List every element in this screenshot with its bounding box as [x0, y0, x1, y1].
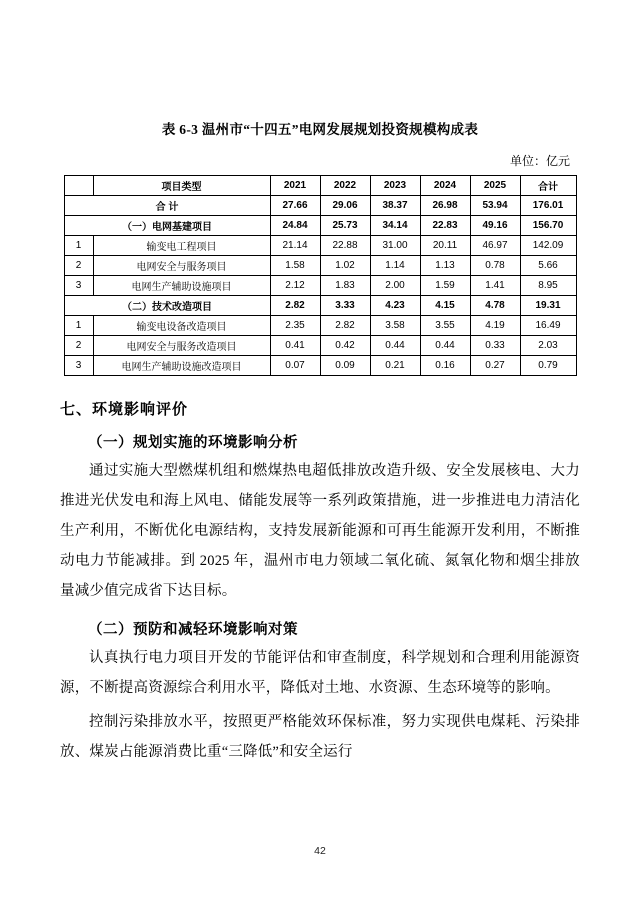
cell-index: 3 [64, 276, 93, 296]
cell-value: 0.42 [320, 336, 370, 356]
table-header-row [64, 176, 576, 196]
cell-value: 2.03 [520, 336, 576, 356]
cell-value: 26.98 [420, 196, 470, 216]
table-row [64, 336, 576, 356]
cell-project-type: 电网生产辅助设施项目 [93, 276, 270, 296]
table-caption: 表 6-3 温州市“十四五”电网发展规划投资规模构成表 [161, 122, 479, 137]
cell-value: 24.84 [270, 216, 320, 236]
cell-value: 2.35 [270, 316, 320, 336]
cell-value: 142.09 [520, 236, 576, 256]
cell-value: 1.41 [470, 276, 520, 296]
page-content [60, 118, 580, 767]
subsection-2-paragraph-2: 控制污染排放水平，按照更严格能效环保标准，努力实现供电煤耗、污染排放、煤炭占能源消费比重“三降低”和安全运行 [60, 714, 580, 760]
subsection-2-title: （二）预防和减轻环境影响对策 [88, 622, 298, 638]
cell-value: 2.12 [270, 276, 320, 296]
header-total: 合计 [520, 176, 576, 196]
cell-value: 176.01 [520, 196, 576, 216]
table-body [64, 196, 576, 376]
table-unit-note: 单位：亿元 [509, 154, 570, 168]
cell-value: 3.58 [370, 316, 420, 336]
cell-value: 0.33 [470, 336, 520, 356]
cell-value: 34.14 [370, 216, 420, 236]
investment-table [64, 175, 577, 376]
cell-value: 0.09 [320, 356, 370, 376]
cell-index: 1 [64, 316, 93, 336]
table-row [64, 356, 576, 376]
header-2023: 2023 [370, 176, 420, 196]
cell-value: 49.16 [470, 216, 520, 236]
cell-index: 2 [64, 256, 93, 276]
cell-value: 0.16 [420, 356, 470, 376]
cell-value: 27.66 [270, 196, 320, 216]
cell-value: 29.06 [320, 196, 370, 216]
cell-value: 38.37 [370, 196, 420, 216]
cell-project-type: 合 计 [64, 196, 270, 216]
cell-project-type: （二）技术改造项目 [64, 296, 270, 316]
cell-value: 2.82 [320, 316, 370, 336]
cell-value: 53.94 [470, 196, 520, 216]
header-2025: 2025 [470, 176, 520, 196]
cell-value: 31.00 [370, 236, 420, 256]
cell-index: 3 [64, 356, 93, 376]
cell-project-type: 电网安全与服务项目 [93, 256, 270, 276]
cell-project-type: 电网安全与服务改造项目 [93, 336, 270, 356]
cell-value: 3.33 [320, 296, 370, 316]
cell-value: 2.00 [370, 276, 420, 296]
cell-value: 1.02 [320, 256, 370, 276]
cell-value: 5.66 [520, 256, 576, 276]
page-number: 42 [314, 845, 326, 857]
cell-value: 4.15 [420, 296, 470, 316]
table-header [64, 176, 576, 196]
table-row [64, 236, 576, 256]
cell-value: 1.83 [320, 276, 370, 296]
cell-value: 0.07 [270, 356, 320, 376]
table-row [64, 216, 576, 236]
cell-value: 4.23 [370, 296, 420, 316]
cell-value: 46.97 [470, 236, 520, 256]
subsection-2-paragraph-1: 认真执行电力项目开发的节能评估和审查制度，科学规划和合理利用能源资源，不断提高资源综合利用水平，降低对土地、水资源、生态环境等的影响。 [60, 650, 580, 696]
table-row [64, 296, 576, 316]
header-2021: 2021 [270, 176, 320, 196]
subsection-1-paragraph: 通过实施大型燃煤机组和燃煤热电超低排放改造升级、安全发展核电、大力推进光伏发电和海上风电、储能发展等一系列政策措施，进一步推进电力清洁化生产利用，不断优化电源结构，支持发展新能源和可再生能源开发利用，不断推动电力节能减排。到 2025 年，温州市电力领域二氧化硫、氮氧化物和烟尘排放量减少值完成省下达目标。 [60, 463, 580, 599]
cell-value: 20.11 [420, 236, 470, 256]
cell-value: 16.49 [520, 316, 576, 336]
cell-value: 156.70 [520, 216, 576, 236]
cell-value: 3.55 [420, 316, 470, 336]
header-2022: 2022 [320, 176, 370, 196]
cell-value: 1.13 [420, 256, 470, 276]
cell-value: 0.27 [470, 356, 520, 376]
cell-project-type: （一）电网基建项目 [64, 216, 270, 236]
cell-value: 8.95 [520, 276, 576, 296]
cell-value: 2.82 [270, 296, 320, 316]
table-row [64, 316, 576, 336]
cell-value: 4.19 [470, 316, 520, 336]
cell-value: 1.14 [370, 256, 420, 276]
cell-project-type: 输变电工程项目 [93, 236, 270, 256]
cell-value: 4.78 [470, 296, 520, 316]
cell-value: 25.73 [320, 216, 370, 236]
section-title: 七、环境影响评价 [60, 402, 189, 418]
cell-project-type: 输变电设备改造项目 [93, 316, 270, 336]
cell-value: 22.83 [420, 216, 470, 236]
cell-value: 21.14 [270, 236, 320, 256]
header-index [64, 176, 93, 196]
cell-value: 0.79 [520, 356, 576, 376]
table-row [64, 276, 576, 296]
cell-value: 1.59 [420, 276, 470, 296]
cell-value: 0.44 [370, 336, 420, 356]
table-row [64, 256, 576, 276]
cell-value: 0.78 [470, 256, 520, 276]
cell-project-type: 电网生产辅助设施改造项目 [93, 356, 270, 376]
cell-index: 1 [64, 236, 93, 256]
table-row [64, 196, 576, 216]
subsection-1-title: （一）规划实施的环境影响分析 [88, 435, 298, 451]
cell-value: 1.58 [270, 256, 320, 276]
header-2024: 2024 [420, 176, 470, 196]
cell-value: 22.88 [320, 236, 370, 256]
cell-value: 0.41 [270, 336, 320, 356]
cell-value: 0.44 [420, 336, 470, 356]
header-project-type: 项目类型 [93, 176, 270, 196]
cell-value: 19.31 [520, 296, 576, 316]
cell-value: 0.21 [370, 356, 420, 376]
cell-index: 2 [64, 336, 93, 356]
